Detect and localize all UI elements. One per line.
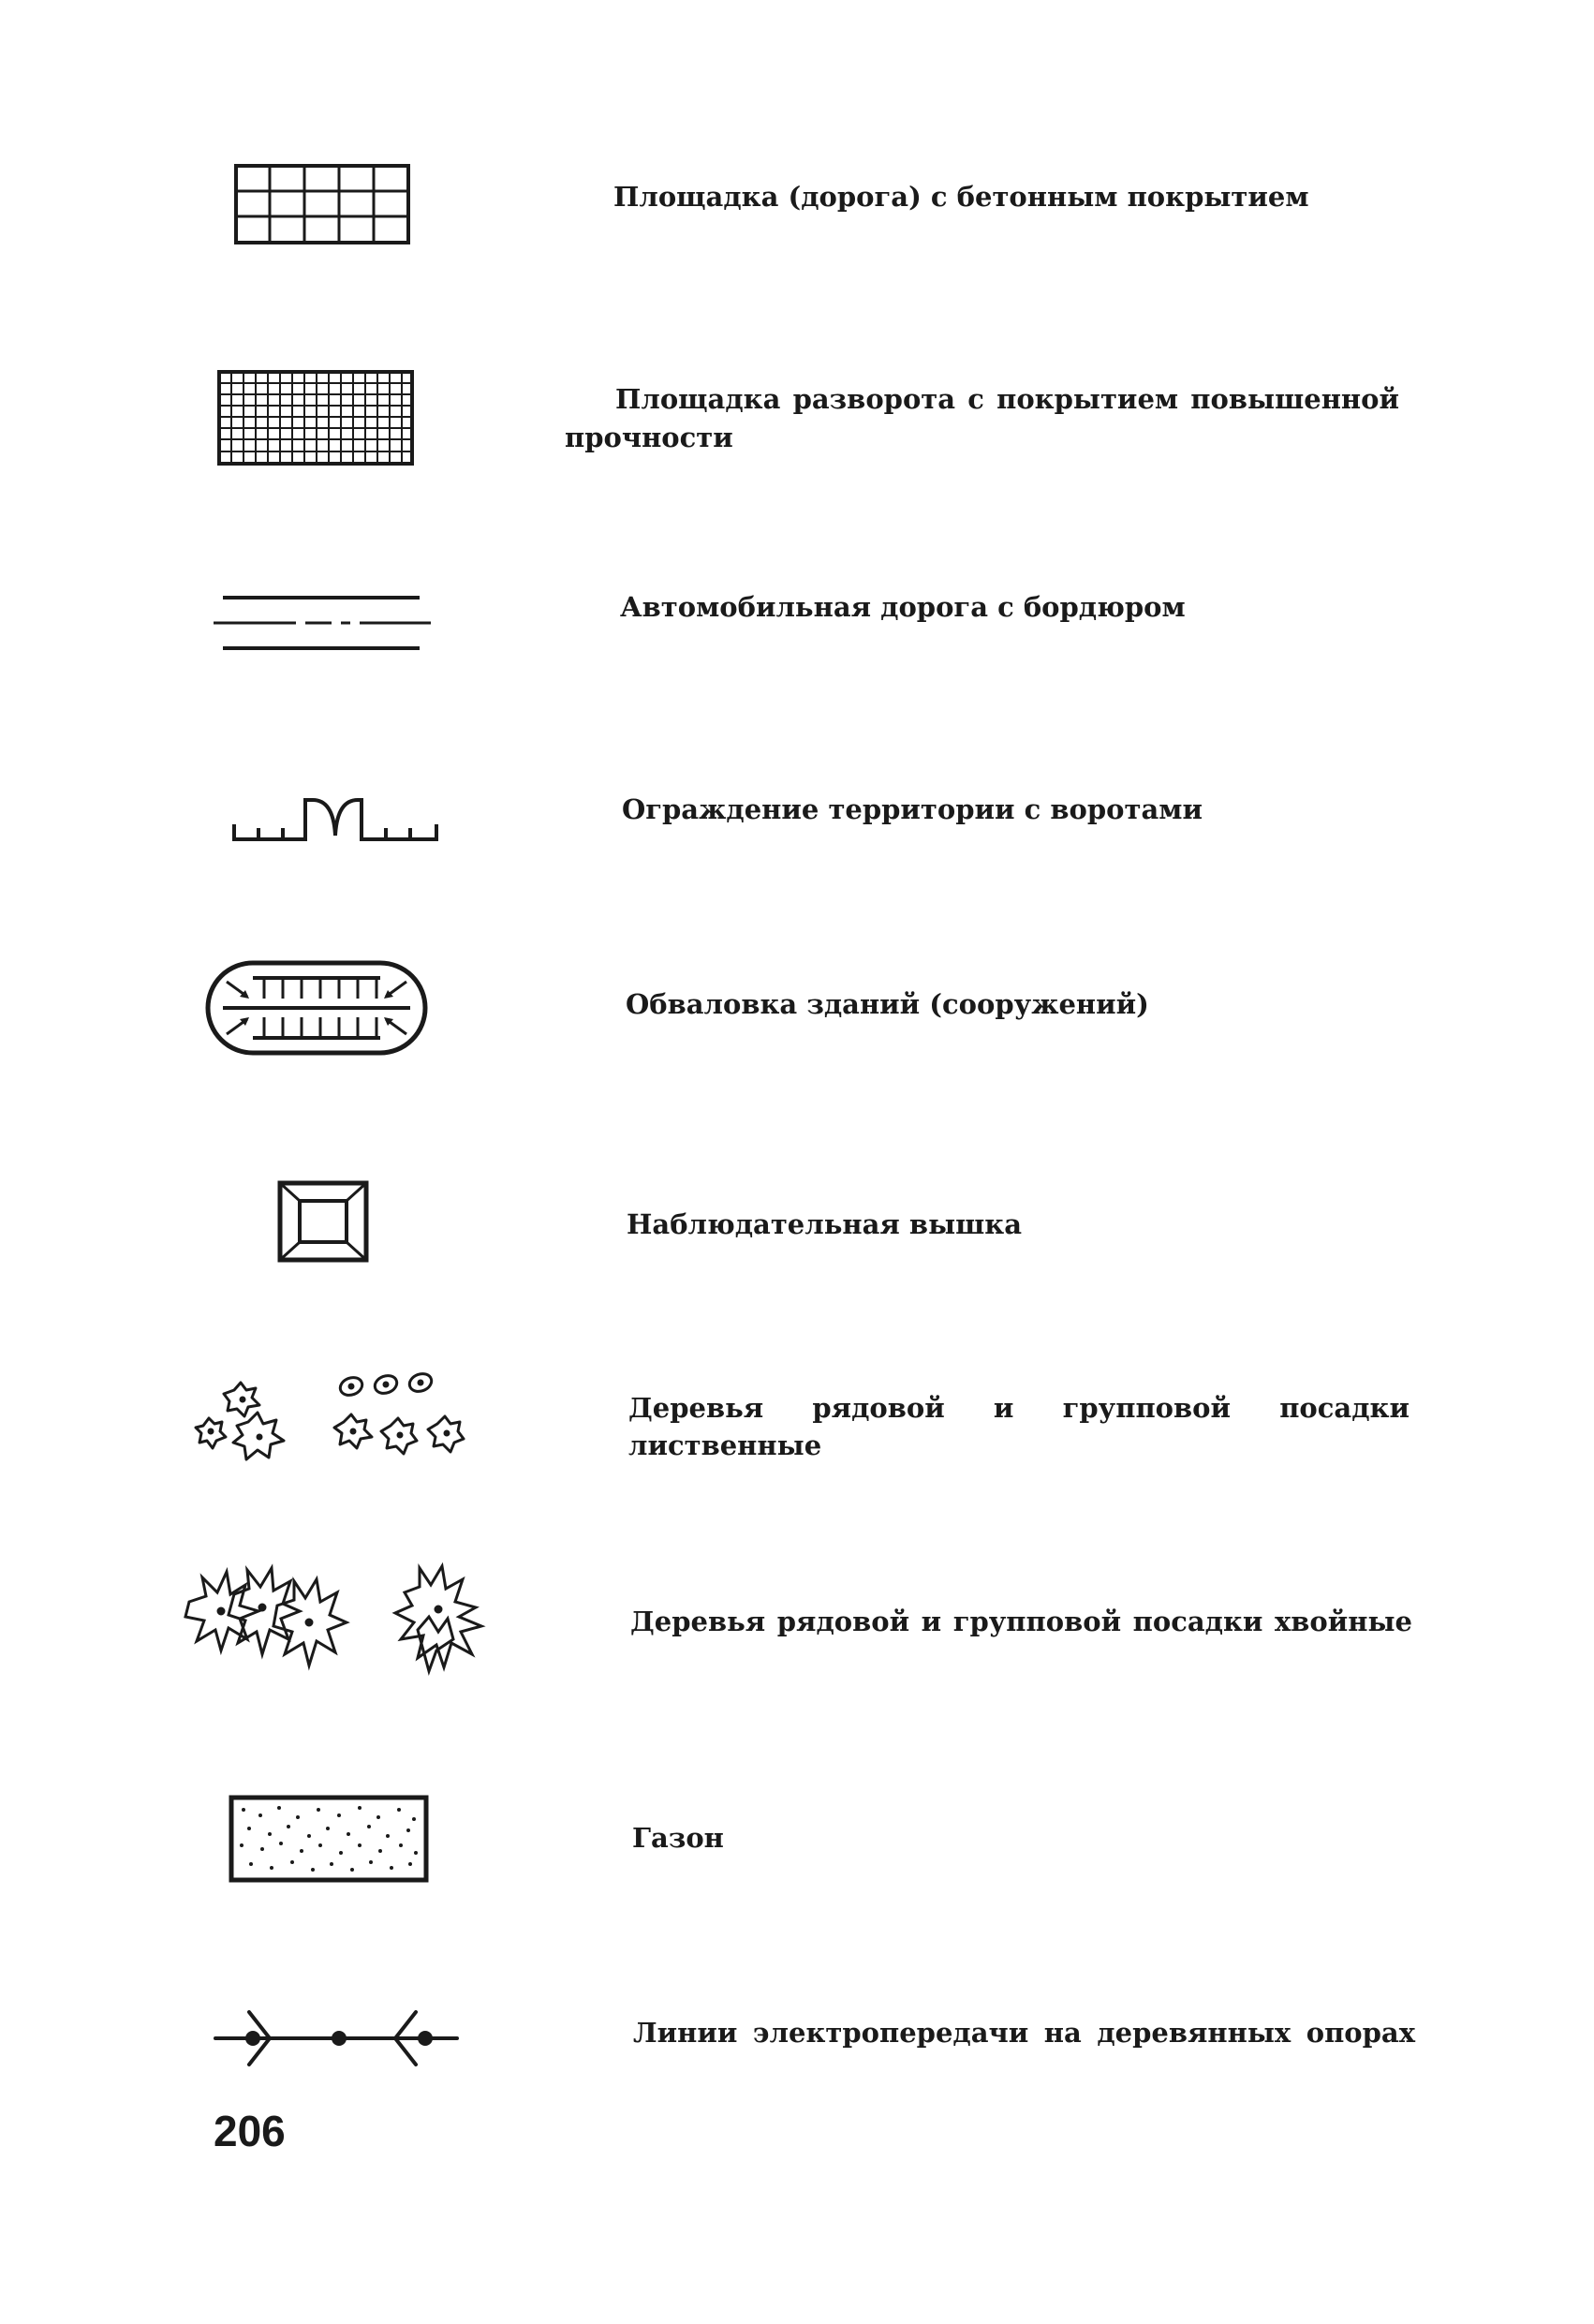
page-number: 206 (214, 2107, 286, 2155)
legend-label-curbed-road: Автомобильная дорога с бордюром (620, 591, 1186, 623)
legend-label-lawn: Газон (632, 1822, 724, 1854)
legend-label-coniferous-trees: Деревья рядовой и групповой посадки хвойные (630, 1606, 1412, 1637)
legend-label-power-line: Линии электропередачи на деревянных опорах (633, 2017, 1415, 2049)
lawn-icon (229, 1795, 431, 1885)
concrete-pavement-icon (234, 164, 412, 246)
legend-label-fence-with-gate: Ограждение территории с воротами (622, 793, 1203, 825)
deciduous-trees-icon (192, 1369, 490, 1473)
legend-label-concrete-pavement: Площадка (дорога) с бетонным покрытием (613, 181, 1309, 213)
legend-label-turnaround-pad: Площадка разворота с покрытием повышенной (615, 383, 1399, 415)
curbed-road-icon (214, 592, 435, 652)
legend-label-observation-tower: Наблюдательная вышка (627, 1208, 1023, 1240)
observation-tower-icon (277, 1180, 371, 1263)
coniferous-trees-icon (184, 1564, 502, 1682)
legend-label-deciduous-trees: Деревья рядовой и групповой посадки лиственные (628, 1392, 1410, 1461)
legend-label-building-embankment: Обваловка зданий (сооружений) (626, 988, 1149, 1020)
turnaround-pad-icon (217, 370, 416, 467)
power-line-icon (212, 1999, 461, 2078)
fence-with-gate-icon (230, 794, 442, 847)
legend-label-turnaround-pad-continuation: прочности (565, 422, 733, 453)
building-embankment-icon (204, 959, 431, 1057)
